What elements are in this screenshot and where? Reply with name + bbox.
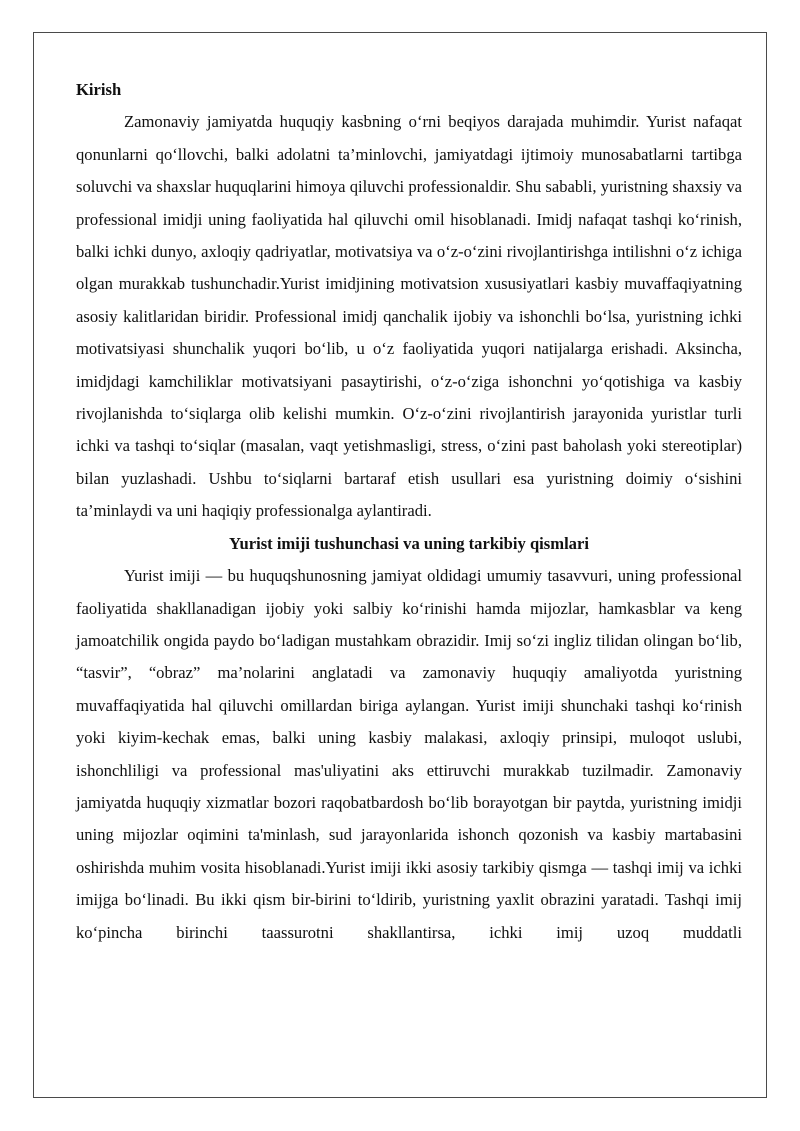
section-heading: Yurist imiji tushunchasi va uning tarkibiy qismlari (229, 533, 589, 553)
paragraph-intro: Zamonaviy jamiyatda huquqiy kasbning o‘rni beqiyos darajada muhimdir. Yurist nafaqat qonunlarni qo‘llovchi, balki adolatni ta’minlovchi, jamiyatdagi ijtimoiy munosabatlarni tartibga soluvchi va shaxslar huquqlarini himoya qiluvchi professionaldir. Shu sababli, yuristning shaxsiy va professional imidji uning faoliyatida hal qiluvchi omil hisoblanadi. Imidj nafaqat tashqi ko‘rinish, balki ichki dunyo, axloqiy qadriyatlar, motivatsiya va o‘z-o‘zini rivojlantirishga intilishni o‘z ichiga olgan murakkab tushunchadir.Yurist imidjining motivatsion xususiyatlari kasbiy muvaffaqiyatning asosiy kalitlaridan biridir. Professional imidj qanchalik ijobiy va ishonchli bo‘lsa, yuristning ichki motivatsiyasi shunchalik yuqori bo‘lib, u o‘z faoliyatida yuqori natijalarga erishadi. Aksincha, imidjdagi kamchiliklar motivatsiyani pasaytirishi, o‘z-o‘ziga ishonchni yo‘qotishiga va kasbiy rivojlanishda to‘siqlarga olib kelishi mumkin. O‘z-o‘zini rivojlantirish jarayonida yuristlar turli ichki va tashqi to‘siqlar (masalan, vaqt yetishmasligi, stress, o‘zini past baholash yoki stereotiplar) bilan yuzlashadi. Ushbu to‘siqlarni bartaraf etish usullari esa yuristning doimiy o‘sishini ta’minlaydi va uni haqiqiy professionalga aylantiradi. (76, 112, 742, 521)
document-body (76, 74, 742, 949)
heading-intro: Kirish (76, 80, 122, 99)
paragraph-yurist-imiji: Yurist imiji — bu huquqshunosning jamiyat oldidagi umumiy tasavvuri, uning professional faoliyatida shakllanadigan ijobiy yoki salbiy ko‘rinishi hamda mijozlar, hamkasblar va keng jamoatchilik ongida paydo bo‘ladigan mustahkam obrazidir. Imij so‘zi ingliz tilidan olingan bo‘lib, “tasvir”, “obraz” ma’nolarini anglatadi va zamonaviy huquqiy amaliyotda yuristning muvaffaqiyatida hal qiluvchi omillardan biriga aylangan. Yurist imiji shunchaki tashqi ko‘rinish yoki kiyim-kechak emas, balki uning kasbiy malakasi, axloqiy prinsipi, muloqot uslubi, ishonchliligi va professional mas'uliyatini aks ettiruvchi murakkab tuzilmadir. Zamonaviy jamiyatda huquqiy xizmatlar bozori raqobatbardosh bo‘lib borayotgan bir paytda, yuristning imidji uning mijozlar oqimini ta'minlash, sud jarayonlarida ishonch qozonish va kasbiy martabasini oshirishda muhim vosita hisoblanadi.Yurist imiji ikki asosiy tarkibiy qismga — tashqi imij va ichki imijga bo‘linadi. Bu ikki qism bir-birini to‘ldirib, yuristning yaxlit obrazini yaratadi. Tashqi imij ko‘pincha birinchi taassurotni shakllantirsa, ichki imij uzoq muddatli (76, 566, 742, 942)
